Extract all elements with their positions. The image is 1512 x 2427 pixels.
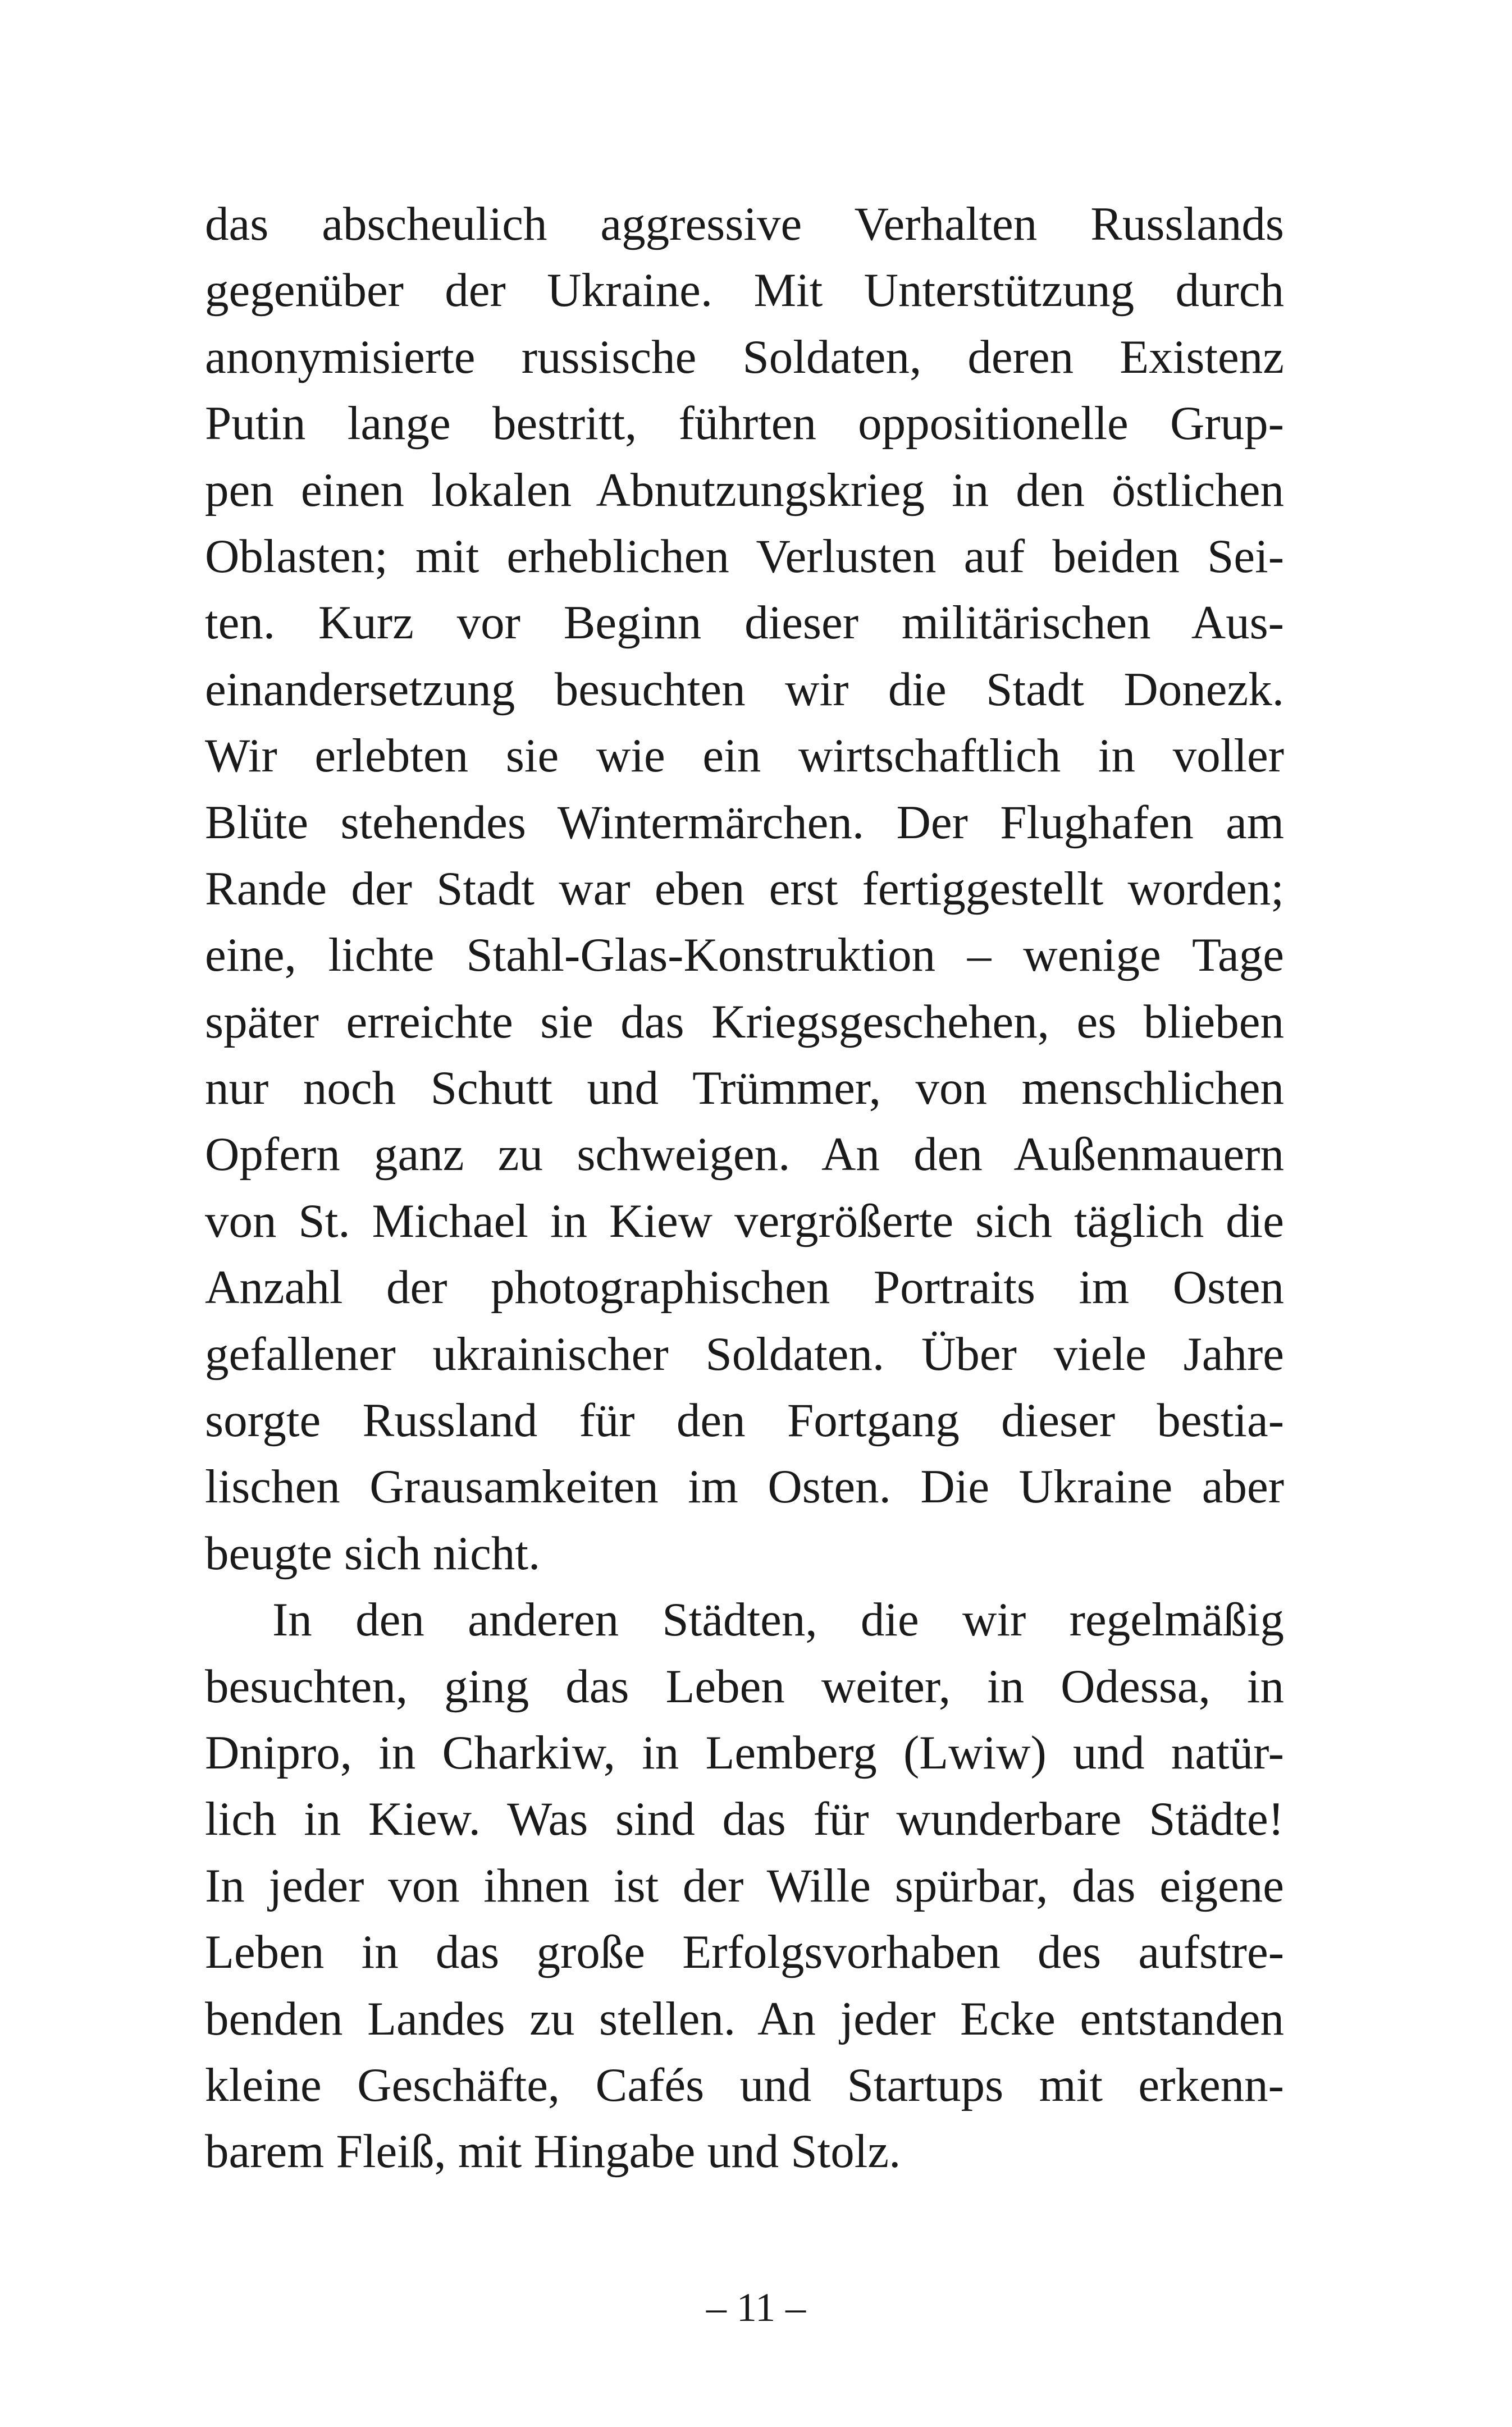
text-line: Oblasten; mit erheblichen Verlusten auf beiden Sei- <box>205 529 1284 583</box>
text-line: barem Fleiß, mit Hingabe und Stolz. <box>205 2125 901 2178</box>
text-line: ten. Kurz vor Beginn dieser militärischen Aus- <box>205 596 1284 650</box>
text-line: gefallener ukrainischer Soldaten. Über viele Jahre <box>205 1327 1284 1381</box>
text-line: Anzahl der photographischen Portraits im Osten <box>205 1261 1284 1314</box>
text-line: gegenüber der Ukraine. Mit Unterstützung durch <box>205 264 1284 317</box>
text-line: kleine Geschäfte, Cafés und Startups mit erkenn- <box>205 2058 1284 2111</box>
text-line: eine, lichte Stahl-Glas-Konstruktion – wenige Tage <box>205 929 1284 982</box>
text-line: pen einen lokalen Abnutzungskrieg in den östlichen <box>205 463 1284 517</box>
text-line: In den anderen Städten, die wir regelmäßig <box>272 1593 1284 1647</box>
text-line: später erreichte sie das Kriegsgeschehen, es blieben <box>205 995 1284 1048</box>
text-line: lischen Grausamkeiten im Osten. Die Ukraine aber <box>205 1460 1284 1514</box>
text-line: besuchten, ging das Leben weiter, in Odessa, in <box>205 1660 1284 1713</box>
text-line: nur noch Schutt und Trümmer, von menschlichen <box>205 1062 1284 1115</box>
text-line: das abscheulich aggressive Verhalten Russlands <box>205 198 1284 250</box>
text-line: Opfern ganz zu schweigen. An den Außenmauern <box>205 1128 1284 1181</box>
text-line: einandersetzung besuchten wir die Stadt Donezk. <box>205 662 1284 716</box>
text-line: Blüte stehendes Wintermärchen. Der Flughafen am <box>205 796 1284 849</box>
text-line: Dnipro, in Charkiw, in Lemberg (Lwiw) und natür- <box>205 1726 1284 1779</box>
text-line: lich in Kiew. Was sind das für wunderbare Städte! <box>205 1793 1284 1846</box>
text-line: sorgte Russland für den Fortgang dieser bestia- <box>205 1394 1284 1447</box>
text-line: Wir erlebten sie wie ein wirtschaftlich in voller <box>205 729 1284 783</box>
text-line: Leben in das große Erfolgsvorhaben des aufstre- <box>205 1926 1284 1979</box>
text-line: von St. Michael in Kiew vergrößerte sich täglich die <box>205 1194 1284 1247</box>
text-line: beugte sich nicht. <box>205 1526 541 1580</box>
text-line: benden Landes zu stellen. An jeder Ecke entstanden <box>205 1992 1284 2045</box>
text-line: Rande der Stadt war eben erst fertiggestellt worden; <box>205 862 1284 915</box>
paragraph-1 <box>205 191 1284 1587</box>
text-line: anonymisierte russische Soldaten, deren Existenz <box>205 330 1284 383</box>
page-number: – 11 – <box>706 2285 806 2330</box>
text-line: In jeder von ihnen ist der Wille spürbar, das eigene <box>205 1859 1284 1912</box>
body-text <box>205 191 1284 2185</box>
paragraph-2 <box>205 1587 1284 2185</box>
text-line: Putin lange bestritt, führten oppositionelle Grup- <box>205 397 1284 450</box>
